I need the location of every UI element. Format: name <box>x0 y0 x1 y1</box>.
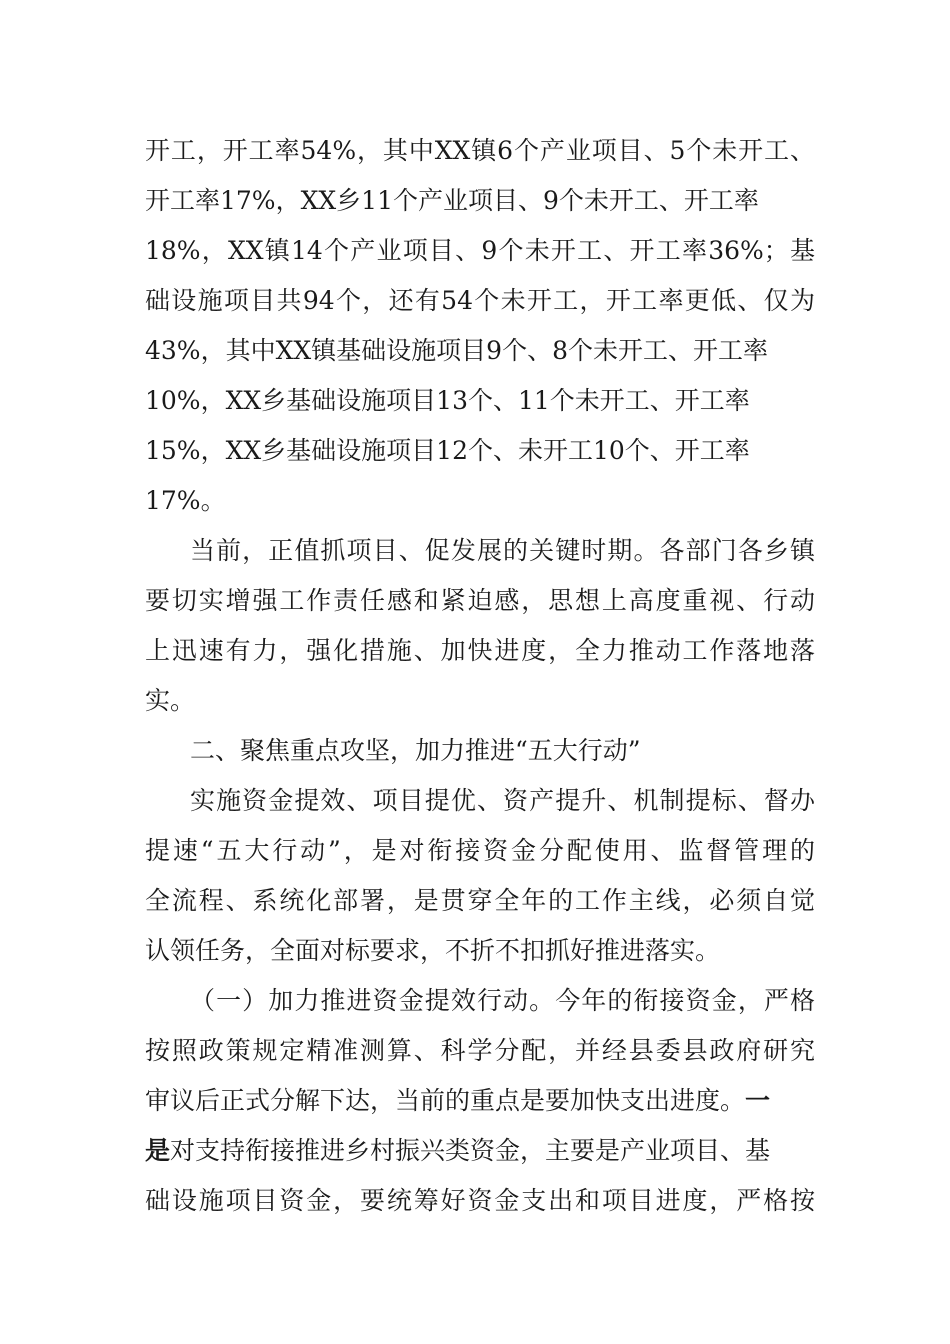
text-line: 上迅速有力，强化措施、加快进度，全力推动工作落地落 <box>145 636 815 665</box>
paragraph-first-line: （一）加力推进资金提效行动。今年的衔接资金，严格 <box>190 986 815 1015</box>
bold-marker: 是 <box>145 1136 171 1165</box>
section-heading: 二、聚焦重点攻坚，加力推进“五大行动” <box>190 736 641 765</box>
text-line: 全流程、系统化部署，是贯穿全年的工作主线，必须自觉 <box>145 886 815 915</box>
text-line: 开工率17%，XX乡11个产业项目、9个未开工、开工率 <box>145 186 759 215</box>
text-line: 17%。 <box>145 486 226 515</box>
paragraph-first-line: 实施资金提效、项目提优、资产提升、机制提标、督办 <box>190 786 815 815</box>
text-line: 认领任务，全面对标要求，不折不扣抓好推进落实。 <box>145 936 721 965</box>
text-line: 10%，XX乡基础设施项目13个、11个未开工、开工率 <box>145 386 750 415</box>
text-line: 实。 <box>145 686 196 715</box>
text-line: 按照政策规定精准测算、科学分配，并经县委县政府研究 <box>145 1036 815 1065</box>
text-line: 开工，开工率54%，其中XX镇6个产业项目、5个未开工、 <box>145 136 815 165</box>
text-line: 础设施项目资金，要统筹好资金支出和项目进度，严格按 <box>145 1186 815 1215</box>
text-segment: 对支持衔接推进乡村振兴类资金，主要是产业项目、基 <box>170 1136 771 1165</box>
bold-marker: 一 <box>745 1086 771 1115</box>
text-line: 18%，XX镇14个产业项目、9个未开工、开工率36%；基 <box>145 236 815 265</box>
text-line: 15%，XX乡基础设施项目12个、未开工10个、开工率 <box>145 436 750 465</box>
text-line: 43%，其中XX镇基础设施项目9个、8个未开工、开工率 <box>145 336 768 365</box>
text-line <box>145 1081 815 1121</box>
text-line <box>145 1131 815 1171</box>
text-line: 础设施项目共94个，还有54个未开工，开工率更低、仅为 <box>145 286 815 315</box>
paragraph-first-line: 当前，正值抓项目、促发展的关键时期。各部门各乡镇 <box>190 536 815 565</box>
text-segment: 审议后正式分解下达，当前的重点是要加快支出进度。 <box>145 1086 746 1115</box>
text-line: 要切实增强工作责任感和紧迫感，思想上高度重视、行动 <box>145 586 815 615</box>
text-line: 提速“五大行动”，是对衔接资金分配使用、监督管理的 <box>145 836 815 865</box>
